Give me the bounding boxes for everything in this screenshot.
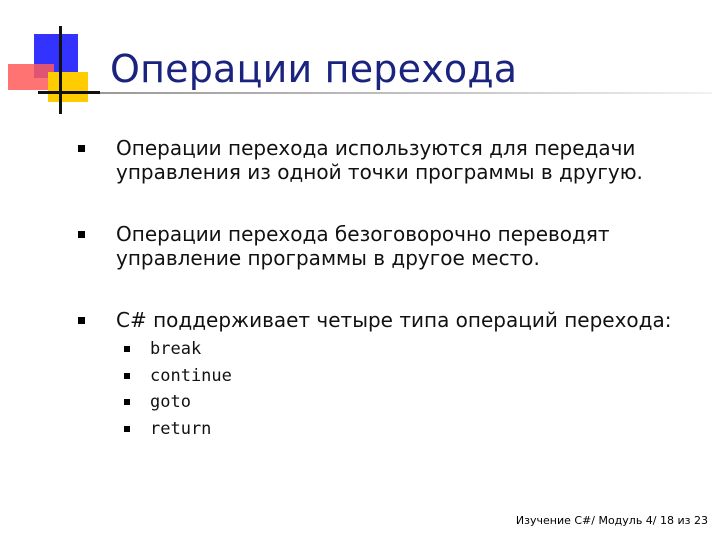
- bullet-item: [76, 222, 706, 270]
- logo-horizontal-line: [38, 91, 100, 94]
- bullet-list: [76, 136, 706, 444]
- square-bullet-icon: [78, 145, 85, 152]
- square-bullet-icon: [78, 317, 85, 324]
- sub-list-item: [116, 365, 706, 392]
- bullet-item: [76, 136, 706, 184]
- square-bullet-icon: [124, 346, 130, 352]
- slide-title: Операции перехода: [110, 47, 518, 91]
- bullet-text: Операции перехода используются для передачи управления из одной точки программы в другую.: [116, 136, 643, 184]
- square-bullet-icon: [124, 399, 130, 405]
- bullet-text: C# поддерживает четыре типа операций перехода:: [116, 308, 672, 332]
- slide-logo-decoration: [0, 0, 110, 120]
- slide-footer: Изучение C#/ Модуль 4/ 18 из 23: [515, 514, 708, 527]
- bullet-text: Операции перехода безоговорочно переводят управление программы в другое место.: [116, 222, 610, 270]
- title-underline: [100, 92, 712, 94]
- jump-operators-list: [116, 338, 706, 444]
- keyword-return: return: [150, 418, 212, 439]
- keyword-continue: continue: [150, 365, 232, 386]
- logo-yellow-square: [48, 72, 88, 102]
- logo-vertical-line: [59, 26, 62, 114]
- bullet-item: [76, 308, 706, 444]
- sub-list-item: [116, 418, 706, 445]
- square-bullet-icon: [78, 231, 85, 238]
- square-bullet-icon: [124, 426, 130, 432]
- square-bullet-icon: [124, 373, 130, 379]
- keyword-goto: goto: [150, 392, 191, 412]
- sub-list-item: [116, 338, 706, 365]
- keyword-break: break: [150, 339, 202, 359]
- sub-list-item: [116, 391, 706, 418]
